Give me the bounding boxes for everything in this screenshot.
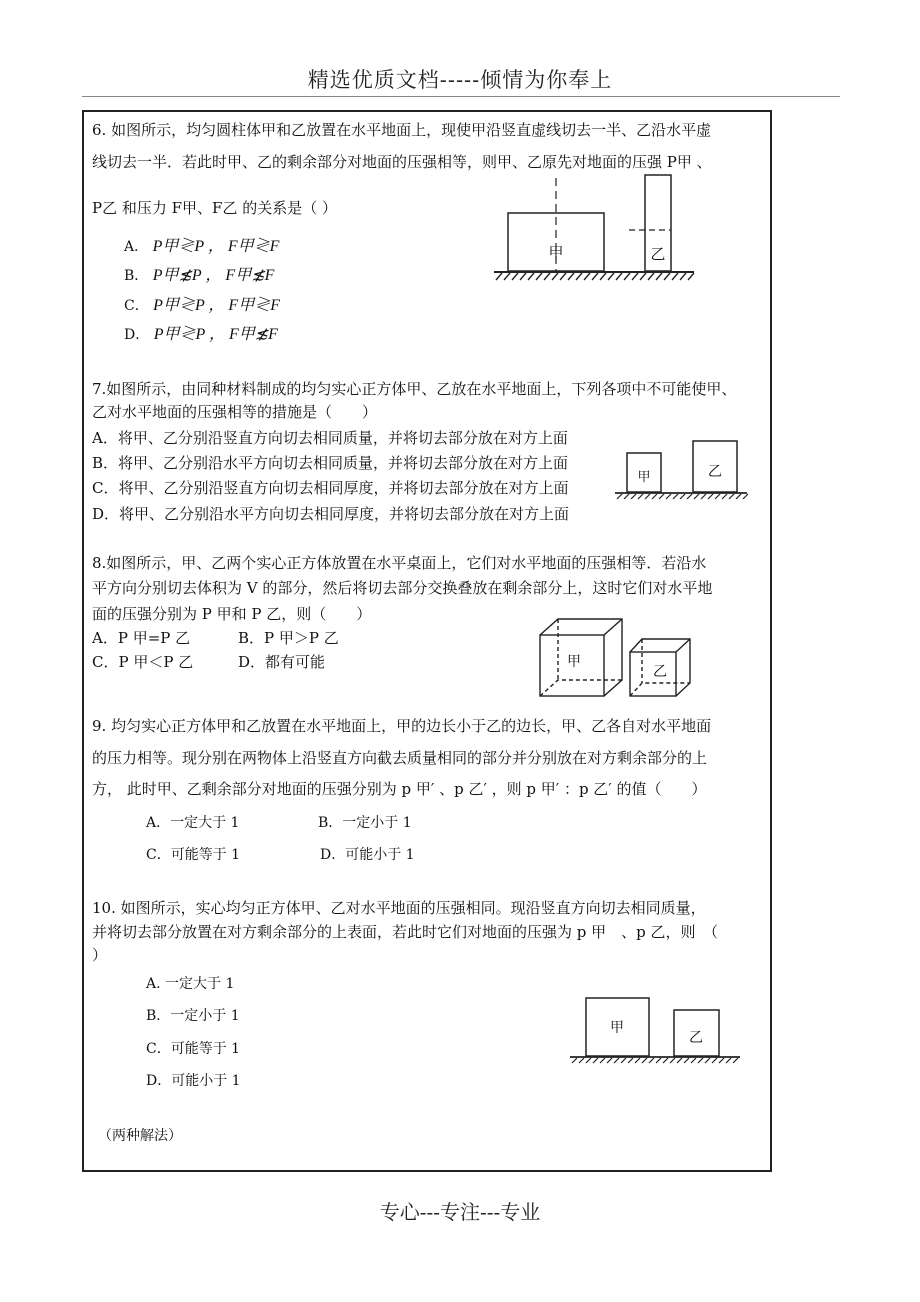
- q7-option-a: A．将甲、乙分别沿竖直方向切去相同质量，并将切去部分放在对方上面: [92, 429, 568, 447]
- q6-line-3: P乙 和压力 F甲、F乙 的关系是（ ）: [92, 199, 337, 217]
- q8-option-c: C．P 甲＜P 乙: [92, 653, 194, 671]
- q8-line-1: 8.如图所示，甲、乙两个实心正方体放置在水平桌面上，它们对水平地面的压强相等．若沿水: [92, 554, 707, 572]
- q9-line-3: 方， 此时甲、乙剩余部分对地面的压强分别为 p 甲′ 、p 乙′ ，则 p 甲′ ：p 乙′ 的值（ ）: [92, 780, 707, 798]
- q6-line-1: 6. 如图所示，均匀圆柱体甲和乙放置在水平地面上，现使甲沿竖直虚线切去一半、乙沿水平虚: [92, 121, 712, 139]
- q10-yi-label: 乙: [689, 1030, 703, 1046]
- q9-line-2: 的压力相等。现分别在两物体上沿竖直方向截去质量相同的部分并分别放在对方剩余部分的上: [92, 749, 708, 767]
- q10-note: （两种解法）: [98, 1128, 182, 1144]
- q6-figure: [488, 170, 698, 285]
- q10-jia-label: 甲: [610, 1020, 624, 1036]
- q7-option-b: B．将甲、乙分别沿水平方向切去相同质量，并将切去部分放在对方上面: [92, 454, 569, 472]
- q6-option-d: D． P甲≷P ， F甲≴F: [124, 326, 278, 343]
- q10-option-c: C．可能等于 1: [146, 1041, 241, 1057]
- q6-option-c: C． P甲≷P ， F甲≷F: [124, 297, 280, 314]
- q10-line-3: ）: [92, 946, 108, 964]
- q6-option-b: B． P甲≴P ， F甲≴F: [124, 267, 275, 284]
- q7-line-2: 乙对水平地面的压强相等的措施是（ ）: [92, 403, 378, 421]
- q9-option-b: B．一定小于 1: [318, 815, 412, 831]
- q10-option-d: D．可能小于 1: [146, 1073, 241, 1089]
- q10-option-a: A. 一定大于 1: [146, 976, 235, 992]
- q6-jia-label: 甲: [548, 244, 564, 262]
- q8-line-2: 平方向分别切去体积为 V 的部分，然后将切去部分交换叠放在剩余部分上，这时它们对水平地: [92, 579, 713, 597]
- q8-jia-label: 甲: [567, 654, 581, 670]
- q7-line-1: 7.如图所示，由同种材料制成的均匀实心正方体甲、乙放在水平地面上，下列各项中不可能使甲、: [92, 380, 737, 398]
- q9-option-d: D．可能小于 1: [320, 847, 415, 863]
- q10-line-2: 并将切去部分放置在对方剩余部分的上表面，若此时它们对地面的压强为 p 甲 、p 乙，则 （: [92, 923, 719, 941]
- q7-ground-hatch: [617, 494, 748, 499]
- q8-option-d: D．都有可能: [238, 653, 326, 671]
- q10-option-b: B．一定小于 1: [146, 1008, 240, 1024]
- q7-figure: [612, 436, 752, 502]
- q8-option-b: B．P 甲＞P 乙: [238, 629, 339, 647]
- q7-jia-label: 甲: [637, 470, 651, 485]
- q8-option-a: A．P 甲=P 乙: [92, 629, 191, 647]
- q7-option-c: C．将甲、乙分别沿竖直方向切去相同厚度，并将切去部分放在对方上面: [92, 479, 569, 497]
- q8-jia-cube: [540, 619, 622, 696]
- q9-option-c: C．可能等于 1: [146, 847, 241, 863]
- q7-yi-label: 乙: [708, 464, 722, 480]
- q6-line-2: 线切去一半．若此时甲、乙的剩余部分对地面的压强相等，则甲、乙原先对地面的压强 P甲 、: [92, 153, 712, 171]
- q8-figure: [532, 614, 702, 700]
- q9-option-a: A．一定大于 1: [146, 815, 240, 831]
- q6-yi-label: 乙: [650, 245, 666, 263]
- q6-option-a: A． P甲≷P ， F甲≷F: [124, 238, 280, 255]
- q10-figure: [566, 994, 746, 1066]
- q10-line-1: 10. 如图所示，实心均匀正方体甲、乙对水平地面的压强相同。现沿竖直方向切去相同质量，: [92, 899, 706, 917]
- page-header: 精选优质文档-----倾情为你奉上: [307, 68, 613, 92]
- q10-ground-hatch: [572, 1058, 738, 1063]
- header-divider: [82, 96, 840, 97]
- q8-line-3: 面的压强分别为 P 甲和 P 乙，则（ ）: [92, 605, 372, 623]
- q7-option-d: D．将甲、乙分别沿水平方向切去相同厚度，并将切去部分放在对方上面: [92, 505, 570, 523]
- page-footer: 专心---专注---专业: [379, 1200, 541, 1224]
- q8-yi-label: 乙: [653, 664, 667, 680]
- q6-ground-hatch: [496, 273, 694, 280]
- q9-line-1: 9. 均匀实心正方体甲和乙放置在水平地面上，甲的边长小于乙的边长，甲、乙各自对水平地面: [92, 717, 712, 735]
